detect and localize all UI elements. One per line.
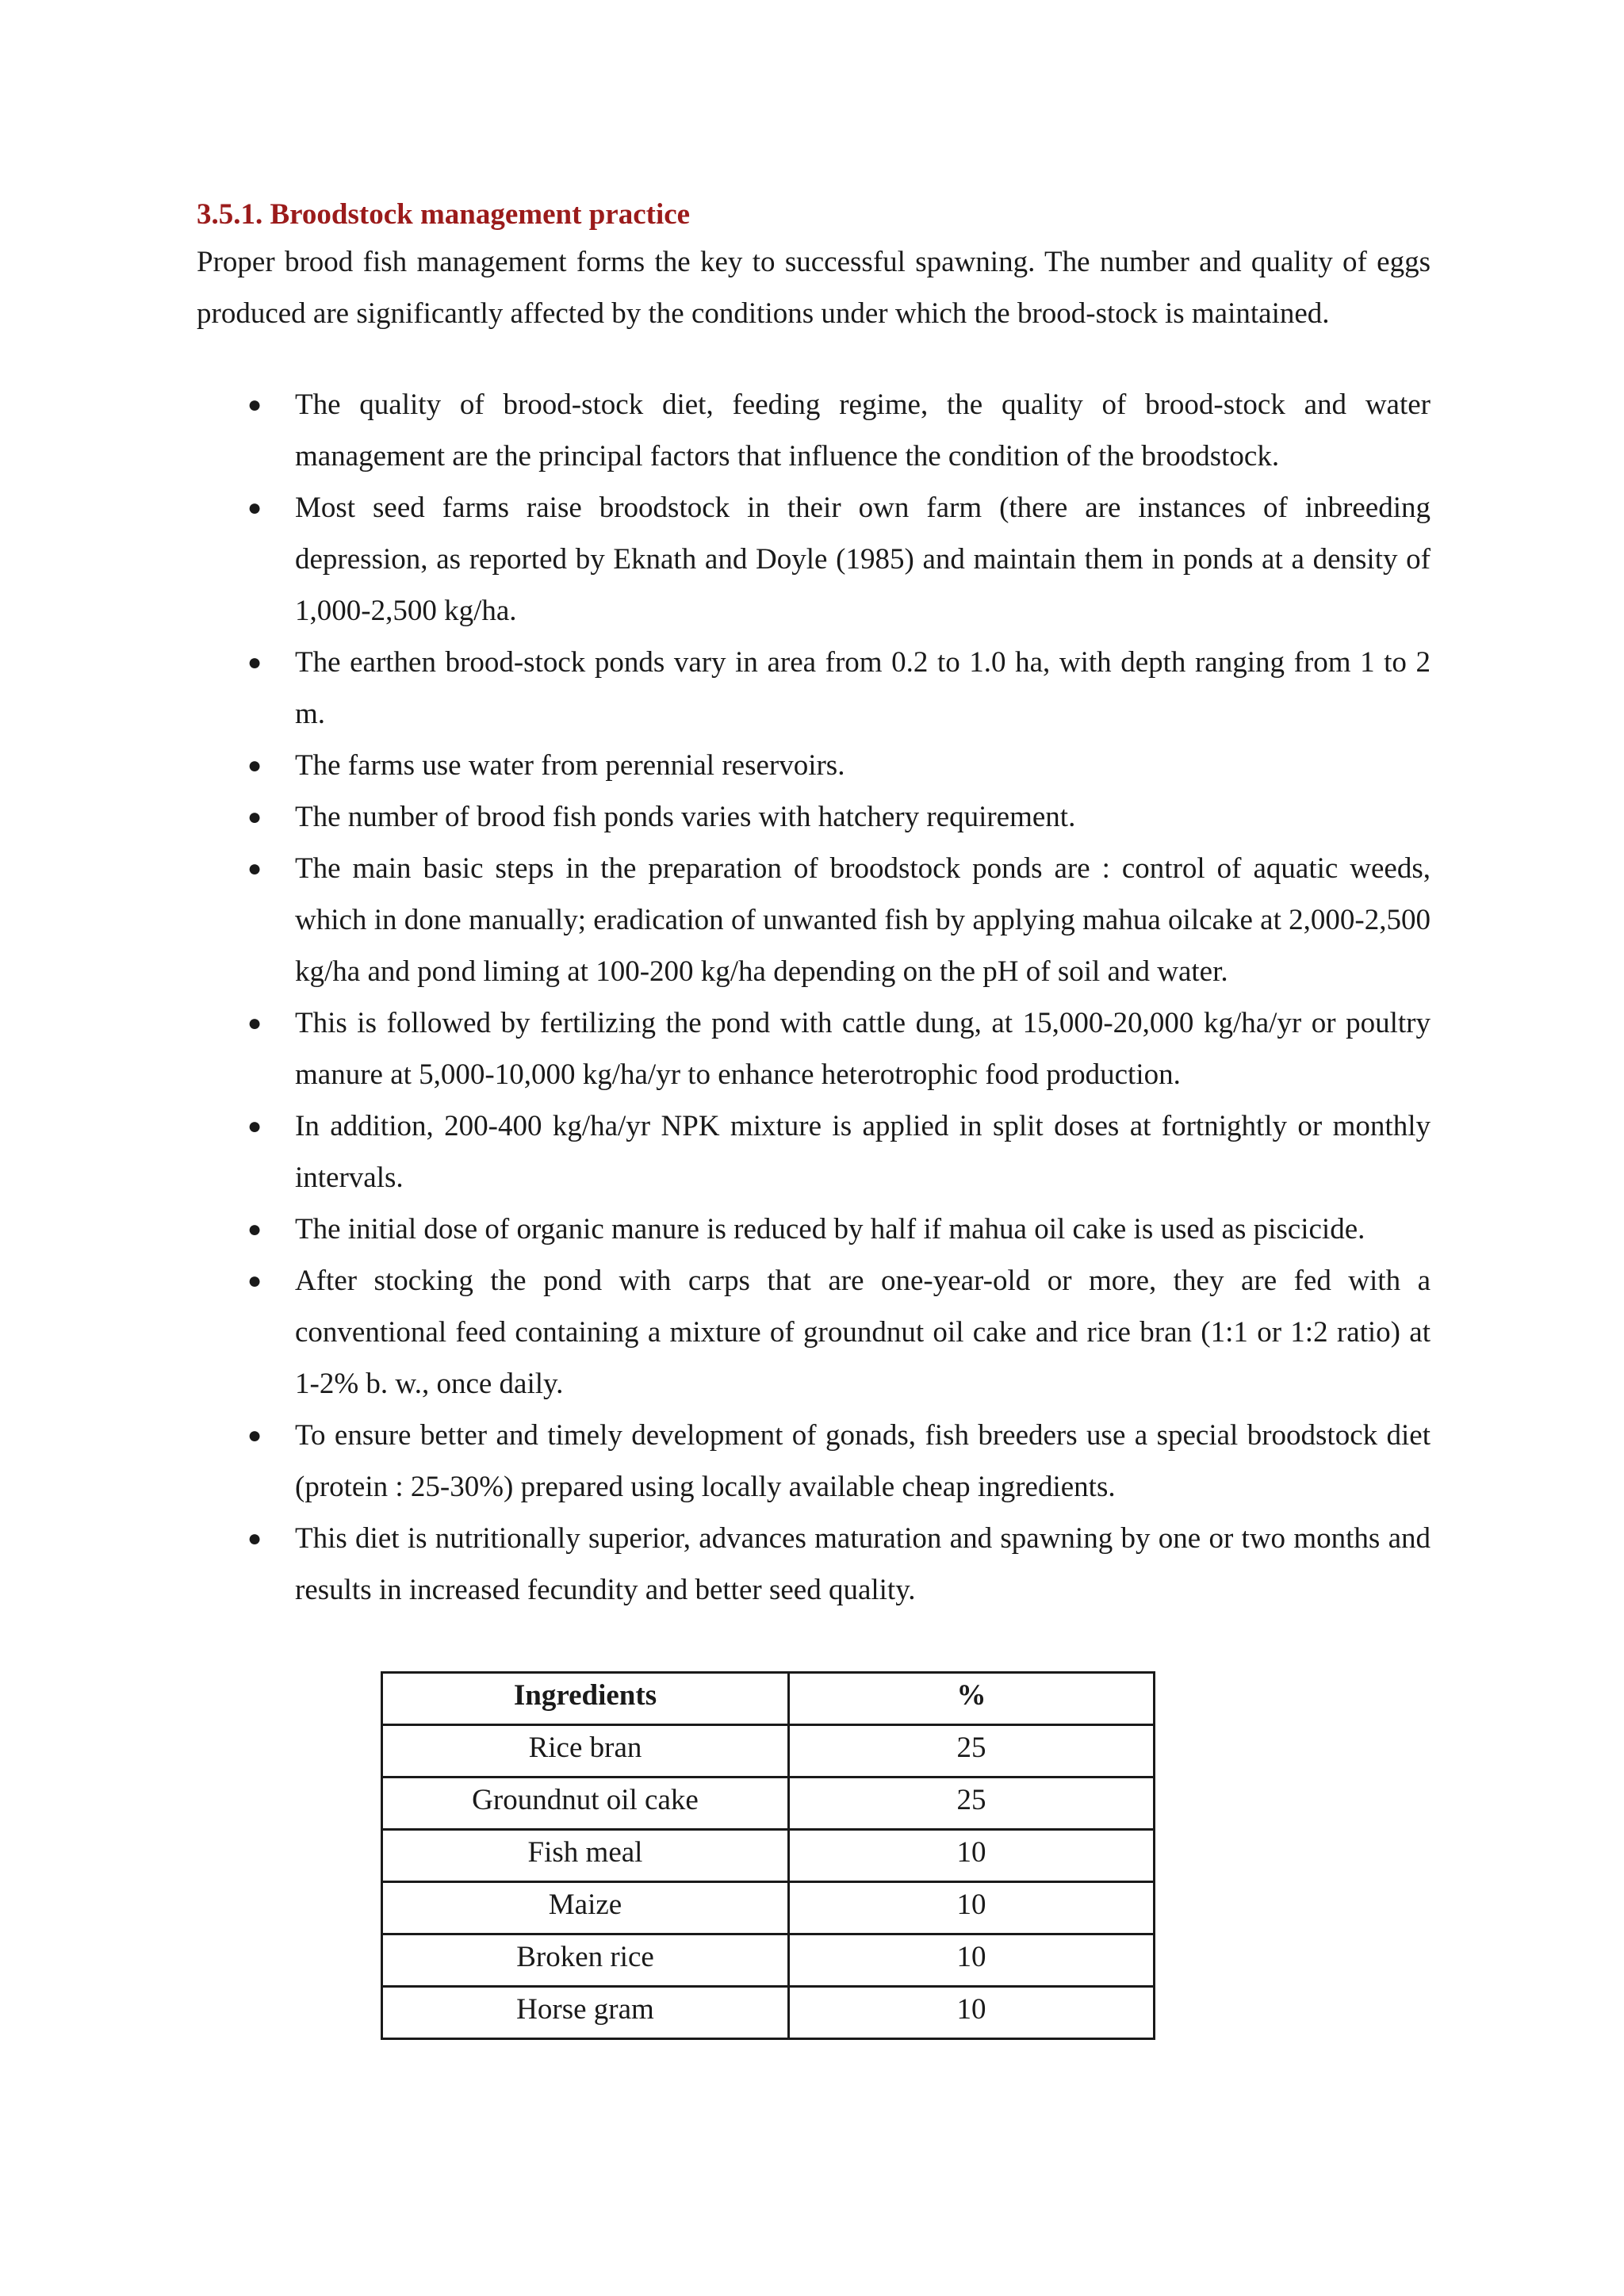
percent-cell: 10 <box>789 1882 1155 1934</box>
bullet-icon: ● <box>247 1216 262 1242</box>
list-item: ● Most seed farms raise broodstock in their own farm (there are instances of inbreeding depression, as reported by Eknath and Doyle (1985) and maintain them in ponds at a density of 1,000-2,500 kg/ha. <box>197 482 1431 637</box>
bullet-icon: ● <box>247 855 262 882</box>
percent-cell: 10 <box>789 1934 1155 1987</box>
list-item: ● The number of brood fish ponds varies with hatchery requirement. <box>197 791 1431 843</box>
list-item: ● The main basic steps in the preparation of broodstock ponds are : control of aquatic weeds, which in done manually; eradication of unwanted fish by applying mahua oilcake at 2,000-2,500 kg/ha and pond liming at 100-200 kg/ha depending on the pH of soil and water. <box>197 843 1431 997</box>
column-header-ingredients: Ingredients <box>382 1673 789 1725</box>
bullet-icon: ● <box>247 1525 262 1552</box>
bullet-icon: ● <box>247 1113 262 1139</box>
bullet-icon: ● <box>247 1010 262 1036</box>
list-item: ● To ensure better and timely development of gonads, fish breeders use a special broodstock diet (protein : 25-30%) prepared using locally available cheap ingredients. <box>197 1410 1431 1513</box>
table-header-row <box>382 1673 1155 1725</box>
bullet-icon: ● <box>247 1422 262 1448</box>
section-heading: 3.5.1. Broodstock management practice <box>197 198 691 231</box>
table-row <box>382 1882 1155 1934</box>
document-page <box>197 193 1431 1616</box>
list-item: ● The quality of brood-stock diet, feeding regime, the quality of brood-stock and water management are the principal factors that influence the condition of the broodstock. <box>197 379 1431 482</box>
list-item: ● The initial dose of organic manure is reduced by half if mahua oil cake is used as piscicide. <box>197 1203 1431 1255</box>
bullet-icon: ● <box>247 495 262 521</box>
ingredient-cell: Fish meal <box>382 1830 789 1882</box>
percent-cell: 25 <box>789 1725 1155 1777</box>
list-item: ● After stocking the pond with carps that are one-year-old or more, they are fed with a conventional feed containing a mixture of groundnut oil cake and rice bran (1:1 or 1:2 ratio) at 1-2% b. w., once daily. <box>197 1255 1431 1410</box>
ingredient-cell: Rice bran <box>382 1725 789 1777</box>
list-item: ● The earthen brood-stock ponds vary in area from 0.2 to 1.0 ha, with depth ranging from 1 to 2 m. <box>197 637 1431 740</box>
percent-cell: 25 <box>789 1777 1155 1830</box>
bullet-icon: ● <box>247 392 262 418</box>
bullet-icon: ● <box>247 752 262 779</box>
percent-cell: 10 <box>789 1987 1155 2039</box>
ingredient-cell: Horse gram <box>382 1987 789 2039</box>
ingredient-cell: Maize <box>382 1882 789 1934</box>
bullet-icon: ● <box>247 649 262 675</box>
list-item: ● The farms use water from perennial reservoirs. <box>197 740 1431 791</box>
column-header-percent: % <box>789 1673 1155 1725</box>
ingredient-cell: Broken rice <box>382 1934 789 1987</box>
intro-paragraph: Proper brood fish management forms the key to successful spawning. The number and quality of eggs produced are significantly affected by the conditions under which the brood-stock is maintained. <box>197 246 1431 330</box>
list-item: ● This is followed by fertilizing the pond with cattle dung, at 15,000-20,000 kg/ha/yr or poultry manure at 5,000-10,000 kg/ha/yr to enhance heterotrophic food production. <box>197 997 1431 1100</box>
table-row <box>382 1725 1155 1777</box>
table-row <box>382 1777 1155 1830</box>
ingredients-table <box>381 1671 1155 2040</box>
percent-cell: 10 <box>789 1830 1155 1882</box>
table-row <box>382 1987 1155 2039</box>
table-row <box>382 1934 1155 1987</box>
ingredient-cell: Groundnut oil cake <box>382 1777 789 1830</box>
table-row <box>382 1830 1155 1882</box>
list-item: ● In addition, 200-400 kg/ha/yr NPK mixture is applied in split doses at fortnightly or monthly intervals. <box>197 1100 1431 1203</box>
bullet-icon: ● <box>247 804 262 830</box>
bullet-icon: ● <box>247 1268 262 1294</box>
bullet-list <box>197 379 1431 1616</box>
list-item: ● This diet is nutritionally superior, advances maturation and spawning by one or two months and results in increased fecundity and better seed quality. <box>197 1513 1431 1616</box>
